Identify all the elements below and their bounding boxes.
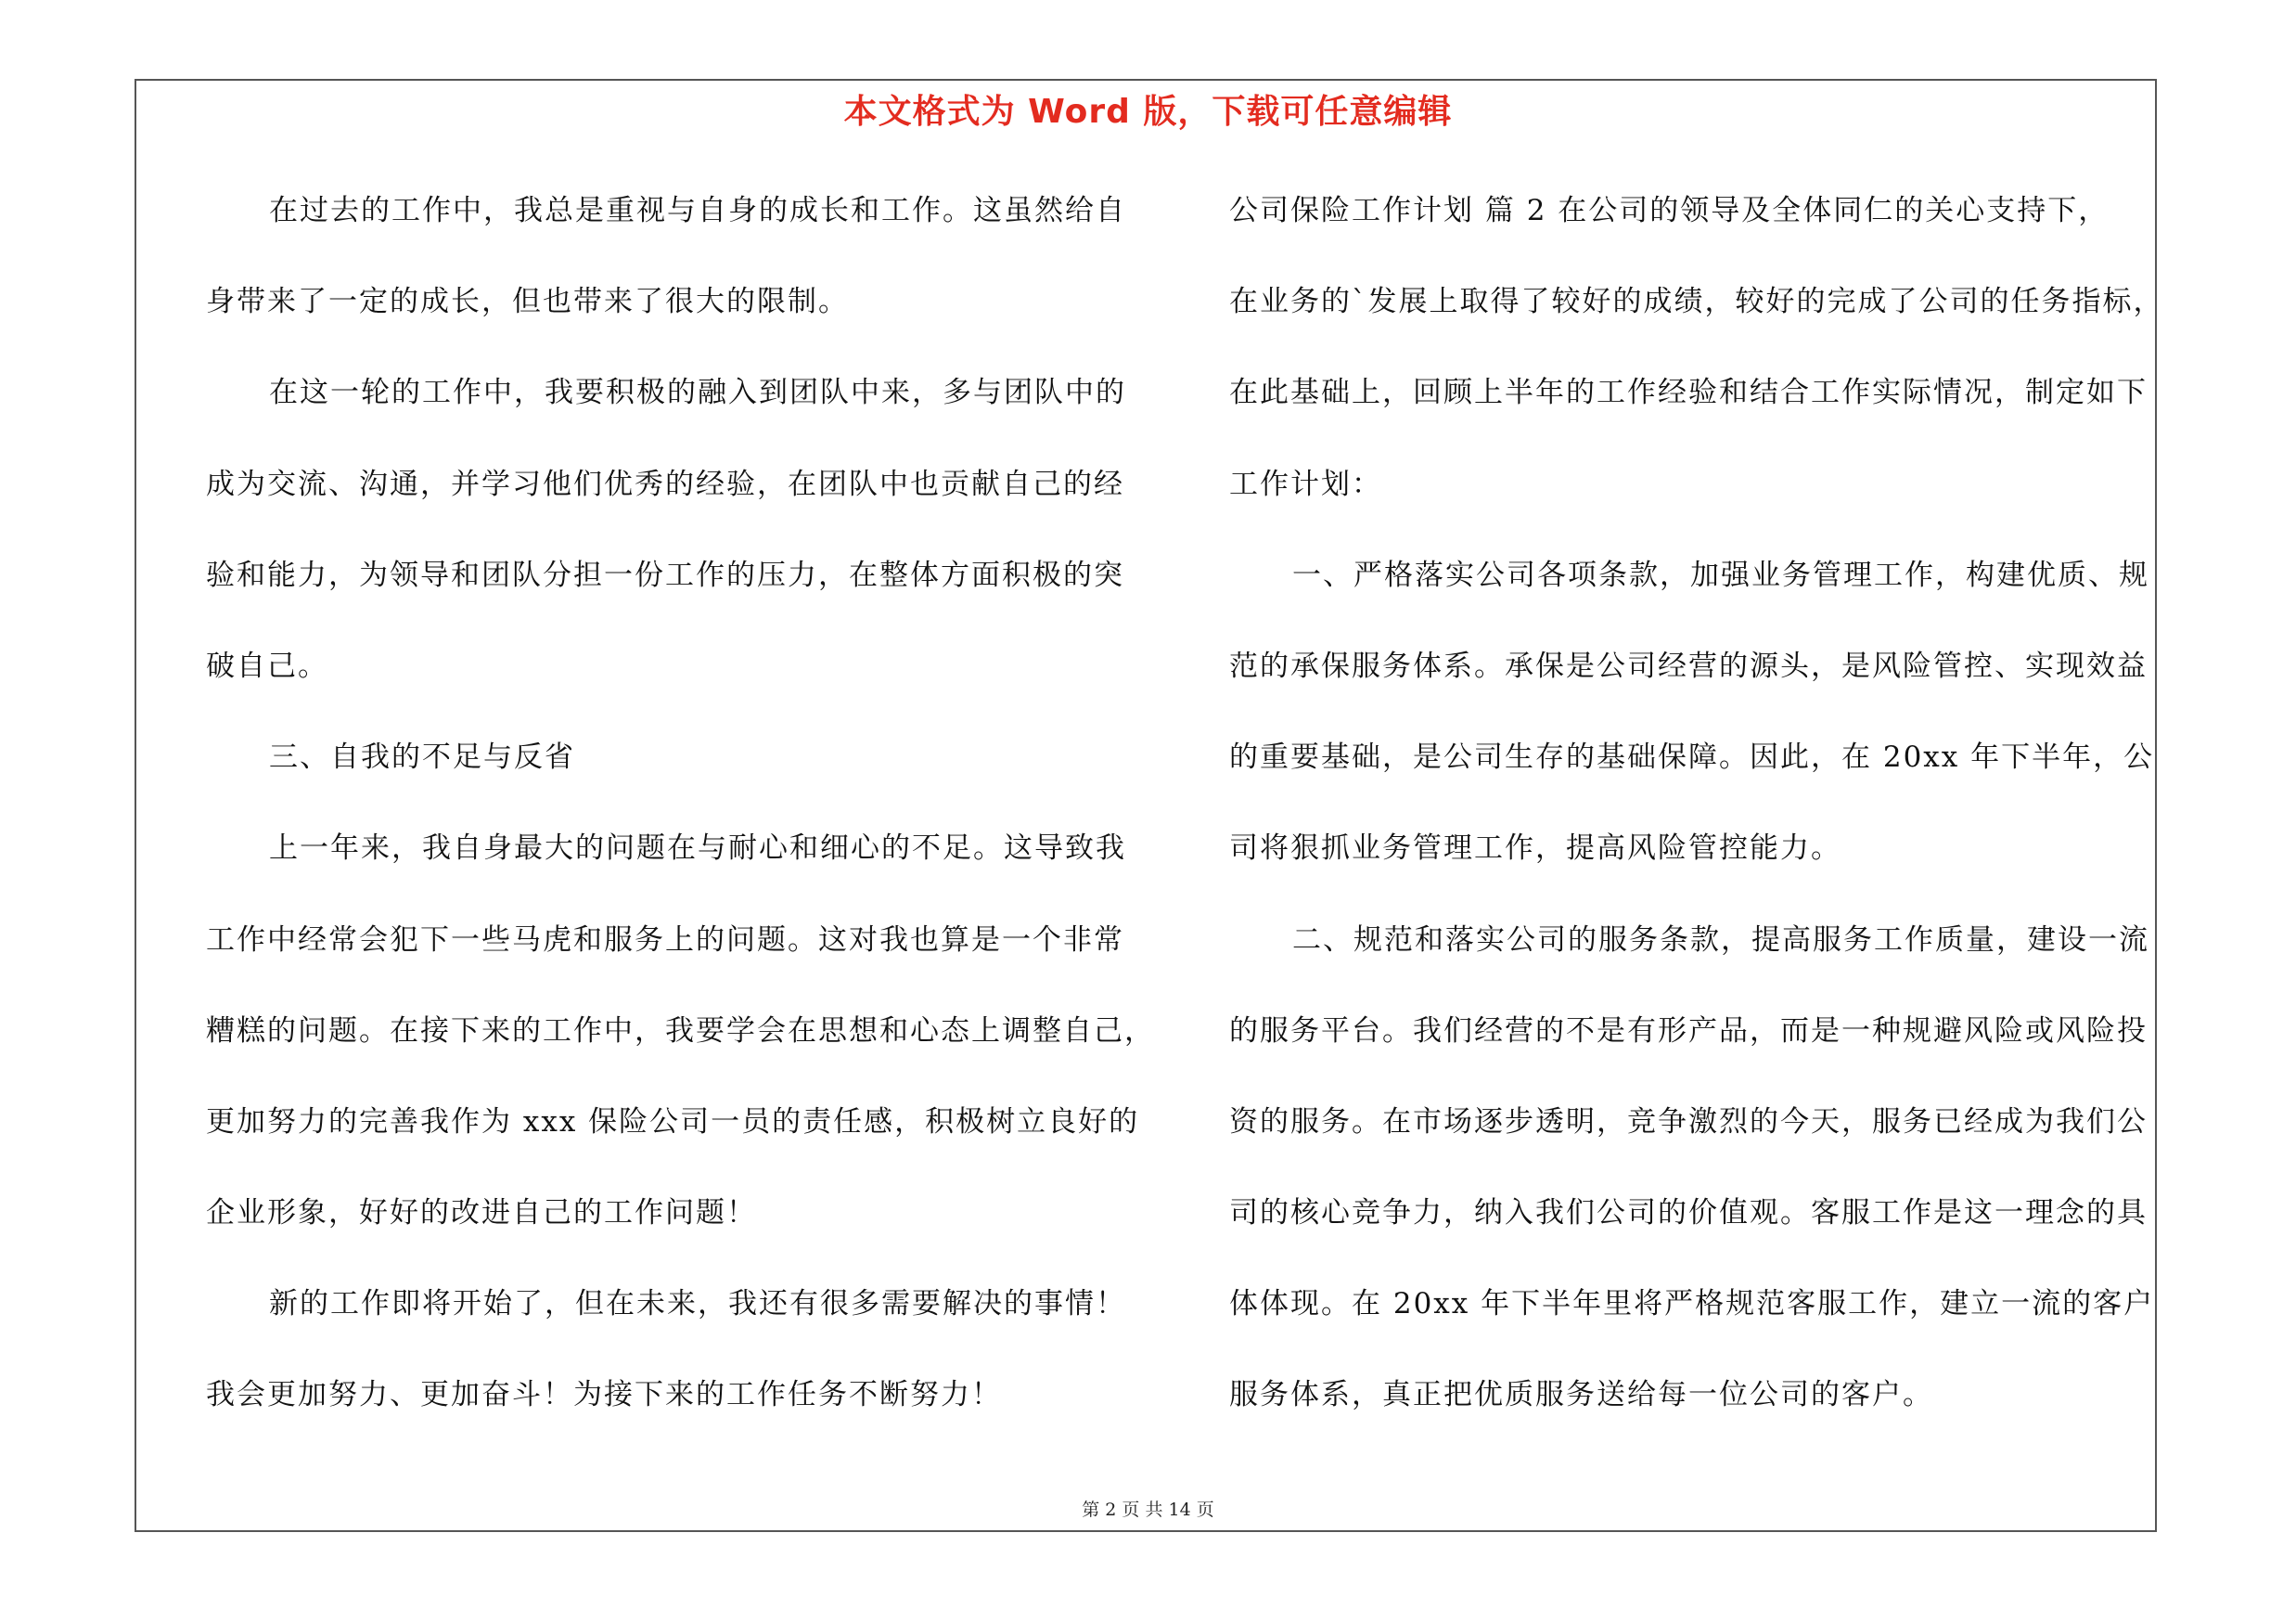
paragraph-line: 工作计划： bbox=[1229, 467, 1382, 501]
page-number-footer: 第 2 页 共 14 页 bbox=[1082, 1500, 1214, 1520]
paragraph-line: 我会更加努力、更加奋斗！为接下来的工作任务不断努力！ bbox=[206, 1378, 1002, 1412]
paragraph-line: 身带来了一定的成长，但也带来了很大的限制。 bbox=[206, 285, 849, 319]
paragraph-line: 破自己。 bbox=[206, 649, 328, 683]
paragraph-line: 糟糕的问题。在接下来的工作中，我要学会在思想和心态上调整自己， bbox=[206, 1013, 1155, 1048]
paragraph-line: 更加努力的完善我作为 xxx 保险公司一员的责任感，积极树立良好的 bbox=[206, 1104, 1140, 1139]
paragraph-line: 工作中经常会犯下一些马虎和服务上的问题。这对我也算是一个非常 bbox=[206, 922, 1124, 957]
document-banner: 本文格式为 Word 版，下载可任意编辑 bbox=[843, 93, 1453, 131]
paragraph-line: 范的承保服务体系。承保是公司经营的源头，是风险管控、实现效益 bbox=[1229, 649, 2148, 683]
paragraph-line: 上一年来，我自身最大的问题在与耐心和细心的不足。这导致我 bbox=[269, 831, 1126, 866]
paragraph-line: 资的服务。在市场逐步透明，竞争激烈的今天，服务已经成为我们公 bbox=[1229, 1104, 2148, 1139]
paragraph-line: 二、规范和落实公司的服务条款，提高服务工作质量，建设一流 bbox=[1292, 922, 2149, 957]
paragraph-line: 在业务的`发展上取得了较好的成绩，较好的完成了公司的任务指标， bbox=[1229, 285, 2164, 319]
paragraph-line: 体体现。在 20xx 年下半年里将严格规范客服工作，建立一流的客户 bbox=[1229, 1287, 2155, 1321]
paragraph-line: 在此基础上，回顾上半年的工作经验和结合工作实际情况，制定如下 bbox=[1229, 376, 2148, 410]
paragraph-line: 司的核心竞争力，纳入我们公司的价值观。客服工作是这一理念的具 bbox=[1229, 1196, 2148, 1230]
paragraph-line: 在过去的工作中，我总是重视与自身的成长和工作。这虽然给自 bbox=[269, 194, 1126, 227]
paragraph-line: 公司保险工作计划 篇 2 在公司的领导及全体同仁的关心支持下， bbox=[1229, 194, 2110, 227]
paragraph-line: 在这一轮的工作中，我要积极的融入到团队中来，多与团队中的 bbox=[269, 376, 1126, 410]
right-column bbox=[1229, 182, 2164, 1458]
left-column bbox=[206, 182, 1155, 1458]
section-heading: 三、自我的不足与反省 bbox=[269, 741, 575, 775]
paragraph-line: 司将狠抓业务管理工作，提高风险管控能力。 bbox=[1229, 831, 1841, 866]
paragraph-line: 新的工作即将开始了，但在未来，我还有很多需要解决的事情！ bbox=[269, 1287, 1126, 1321]
paragraph-line: 成为交流、沟通，并学习他们优秀的经验，在团队中也贡献自己的经 bbox=[206, 467, 1124, 501]
paragraph-line: 的重要基础，是公司生存的基础保障。因此，在 20xx 年下半年，公 bbox=[1229, 741, 2155, 775]
paragraph-line: 企业形象，好好的改进自己的工作问题！ bbox=[206, 1196, 757, 1230]
paragraph-line: 的服务平台。我们经营的不是有形产品，而是一种规避风险或风险投 bbox=[1229, 1013, 2148, 1048]
paragraph-line: 服务体系，真正把优质服务送给每一位公司的客户。 bbox=[1229, 1378, 1933, 1412]
paragraph-line: 一、严格落实公司各项条款，加强业务管理工作，构建优质、规 bbox=[1292, 558, 2149, 592]
paragraph-line: 验和能力，为领导和团队分担一份工作的压力，在整体方面积极的突 bbox=[206, 558, 1124, 592]
